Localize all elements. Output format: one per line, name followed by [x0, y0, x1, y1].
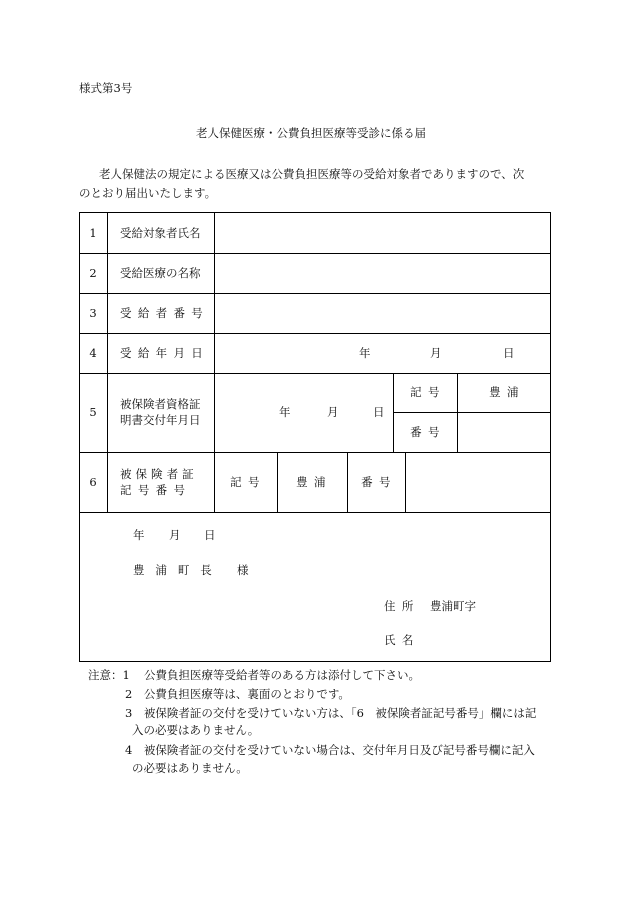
label-medical-name: 受給医療の名称: [120, 266, 201, 280]
notes-prefix: 注意：1: [88, 668, 130, 682]
col-divider: [214, 452, 215, 512]
kigou-value: 豊浦: [489, 385, 525, 399]
label-recipient-number: 受給者番号: [120, 306, 210, 320]
label-insurance-card-1: 被保険者証: [120, 467, 198, 481]
kigou-label: 記号: [410, 385, 446, 399]
row-divider: [80, 293, 550, 294]
address-value: 豊浦町字: [430, 599, 476, 613]
bangou-label: 番号: [361, 475, 397, 489]
page-title: 老人保健医療・公費負担医療等受診に係る届: [196, 126, 426, 140]
honorific: 様: [237, 563, 249, 577]
name-label: 氏名: [384, 633, 420, 647]
row-number: 6: [89, 475, 97, 489]
bottom-date-month: 月: [169, 528, 181, 542]
date-year: 年: [279, 405, 291, 419]
row-divider: [80, 512, 550, 513]
intro-line-2: のとおり届出いたします。: [79, 186, 217, 200]
row-divider: [80, 452, 550, 453]
bangou-label: 番号: [410, 425, 446, 439]
form-table: [79, 212, 551, 662]
label-certificate-date-2: 明書交付年月日: [120, 413, 201, 427]
col-divider: [214, 213, 215, 452]
date-day: 日: [373, 405, 385, 419]
row-number: 3: [89, 306, 97, 320]
col-divider: [457, 373, 458, 452]
label-insurance-card-2: 記号番号: [120, 483, 192, 497]
row-number: 1: [89, 226, 97, 240]
label-recipient-date: 受給年月日: [120, 346, 210, 360]
row-divider: [80, 373, 550, 374]
label-certificate-date-1: 被保険者資格証: [120, 397, 201, 411]
row-divider: [80, 253, 550, 254]
col-divider: [107, 213, 108, 512]
row-number: 4: [89, 346, 97, 360]
date-year: 年: [359, 346, 371, 360]
col-divider: [277, 452, 278, 512]
note-3-line-1: 3 被保険者証の交付を受けていない方は、「6 被保険者証記号番号」欄には記: [125, 706, 537, 720]
col-divider: [405, 452, 406, 512]
bottom-date-day: 日: [204, 528, 216, 542]
date-day: 日: [503, 346, 515, 360]
row-number: 5: [89, 405, 97, 419]
col-divider: [347, 452, 348, 512]
row-divider: [80, 333, 550, 334]
note-3-line-2: 入の必要はありません。: [132, 723, 260, 737]
date-month: 月: [327, 405, 339, 419]
note-4-line-2: の必要はありません。: [132, 761, 248, 775]
note-1: 公費負担医療等受給者等のある方は添付して下さい。: [144, 668, 420, 682]
form-number: 様式第3号: [79, 81, 133, 95]
note-4-line-1: 4 被保険者証の交付を受けていない場合は、交付年月日及び記号番号欄に記入: [125, 743, 535, 757]
note-2: 2 公費負担医療等は、裏面のとおりです。: [125, 687, 350, 701]
row-number: 2: [89, 266, 97, 280]
col-divider: [393, 373, 394, 452]
kigou-value: 豊浦: [296, 475, 332, 489]
date-month: 月: [430, 346, 442, 360]
address-label: 住所: [384, 599, 420, 613]
addressee: 豊浦町長: [133, 563, 223, 577]
intro-line-1: 老人保健法の規定による医療又は公費負担医療等の受給対象者でありますので、次: [99, 167, 525, 181]
kigou-label: 記号: [230, 475, 266, 489]
bottom-date-year: 年: [133, 528, 145, 542]
label-recipient-name: 受給対象者氏名: [120, 226, 201, 240]
row-divider: [393, 412, 550, 413]
